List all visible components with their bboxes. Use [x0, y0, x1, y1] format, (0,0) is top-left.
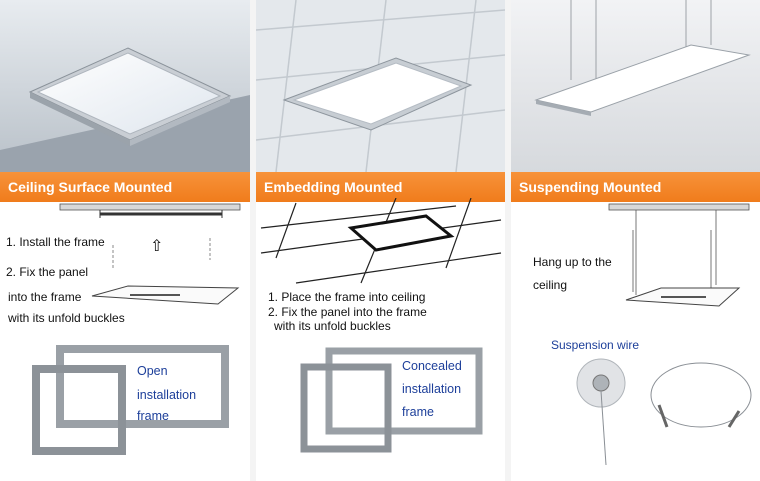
embed-step-1: 1. Place the frame into ceiling	[268, 290, 426, 304]
panel-ceiling-surface	[0, 0, 250, 481]
concealed-label-2: installation	[402, 382, 462, 396]
open-frame-label-1: Open	[137, 364, 168, 378]
suspension-wire-label: Suspension wire	[551, 338, 640, 352]
surface-step-2: 2. Fix the panel	[6, 265, 89, 279]
banner-suspending: Suspending Mounted	[511, 172, 760, 202]
suspend-step-1: Hang up to the	[533, 255, 612, 269]
banner-embedding: Embedding Mounted	[256, 172, 505, 202]
up-arrow-icon: ⇧	[150, 238, 164, 255]
panel-suspending	[511, 0, 760, 481]
concealed-frame-image	[296, 345, 496, 455]
embedded-grid-diagram	[256, 198, 505, 288]
embedded-mount-photo	[256, 0, 505, 172]
concealed-label-1: Concealed	[402, 359, 462, 373]
open-frame-image	[30, 345, 230, 455]
open-frame-label-2: installation	[137, 388, 197, 402]
suspension-wire-image	[551, 355, 760, 465]
concealed-label-3: frame	[402, 405, 434, 419]
surface-step-2-cont: into the frame	[8, 290, 82, 304]
suspend-step-1-cont: ceiling	[533, 278, 568, 292]
open-frame-label-3: frame	[137, 409, 169, 423]
panel-embedding	[256, 0, 505, 481]
banner-ceiling-surface: Ceiling Surface Mounted	[0, 172, 250, 202]
embed-step-2: 2. Fix the panel into the frame	[268, 305, 427, 319]
embed-step-2-cont: with its unfold buckles	[274, 319, 391, 333]
surface-step-2-end: with its unfold buckles	[8, 311, 125, 325]
suspended-mount-photo	[511, 0, 760, 172]
surface-mount-photo	[0, 0, 250, 172]
surface-step-1: 1. Install the frame	[6, 235, 105, 249]
